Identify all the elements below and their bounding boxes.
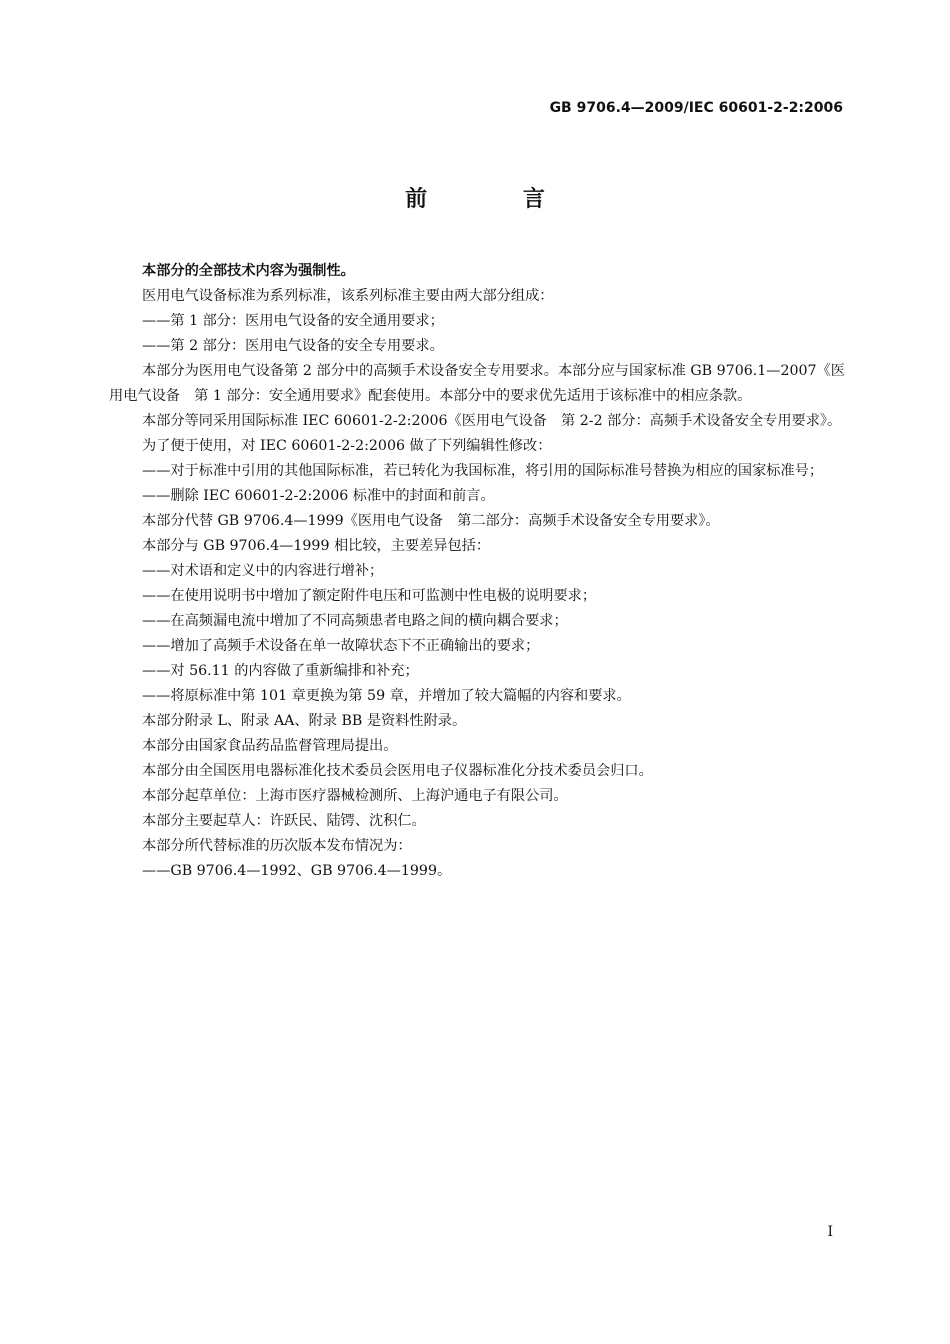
list-item: ——对 56.11 的内容做了重新编排和补充； — [142, 663, 419, 679]
paragraph: 医用电气设备标准为系列标准，该系列标准主要由两大部分组成： — [142, 288, 554, 304]
list-item: ——第 1 部分：医用电气设备的安全通用要求； — [142, 313, 444, 329]
list-item: ——对于标准中引用的其他国际标准，若已转化为我国标准，将引用的国际标准号替换为相应的国家标准号； — [142, 463, 824, 479]
paragraph: 本部分为医用电气设备第 2 部分中的高频手术设备安全专用要求。本部分应与国家标准 GB 9706.1—2007《医用电气设备 第 1 部分：安全通用要求》配套使用。本部分中的要求优先适用于该标准中的相应条款。 — [109, 363, 845, 404]
paragraph: 为了便于使用，对 IEC 60601-2-2:2006 做了下列编辑性修改： — [142, 438, 552, 454]
paragraph: 本部分由国家食品药品监督管理局提出。 — [142, 738, 398, 754]
list-item: ——在使用说明书中增加了额定附件电压和可监测中性电极的说明要求； — [142, 588, 597, 604]
paragraph: 本部分所代替标准的历次版本发布情况为： — [142, 838, 412, 854]
paragraph: 本部分由全国医用电器标准化技术委员会医用电子仪器标准化分技术委员会归口。 — [142, 763, 653, 779]
list-item: ——将原标准中第 101 章更换为第 59 章，并增加了较大篇幅的内容和要求。 — [142, 688, 631, 704]
list-item: ——删除 IEC 60601-2-2:2006 标准中的封面和前言。 — [142, 488, 495, 504]
paragraph: 本部分主要起草人：许跃民、陆锷、沈积仁。 — [142, 813, 426, 829]
document-header: GB 9706.4—2009/IEC 60601-2-2:2006 — [549, 100, 843, 116]
paragraph: 本部分与 GB 9706.4—1999 相比较，主要差异包括： — [142, 538, 491, 554]
page-number: I — [827, 1224, 833, 1240]
list-item: ——在高频漏电流中增加了不同高频患者电路之间的横向耦合要求； — [142, 613, 568, 629]
paragraph: 本部分代替 GB 9706.4—1999《医用电气设备 第二部分：高频手术设备安全专用要求》。 — [142, 513, 720, 529]
list-item: ——GB 9706.4—1992、GB 9706.4—1999。 — [142, 863, 452, 879]
list-item: ——第 2 部分：医用电气设备的安全专用要求。 — [142, 338, 444, 354]
list-item: ——对术语和定义中的内容进行增补； — [142, 563, 384, 579]
paragraph: 本部分附录 L、附录 AA、附录 BB 是资料性附录。 — [142, 713, 467, 729]
paragraph: 本部分的全部技术内容为强制性。 — [142, 263, 355, 279]
paragraph: 本部分等同采用国际标准 IEC 60601-2-2:2006《医用电气设备 第 2-2 部分：高频手术设备安全专用要求》。 — [142, 413, 842, 429]
page-title: 前 言 — [405, 187, 589, 212]
list-item: ——增加了高频手术设备在单一故障状态下不正确输出的要求； — [142, 638, 540, 654]
paragraph: 本部分起草单位：上海市医疗器械检测所、上海沪通电子有限公司。 — [142, 788, 568, 804]
document-body — [109, 259, 845, 884]
